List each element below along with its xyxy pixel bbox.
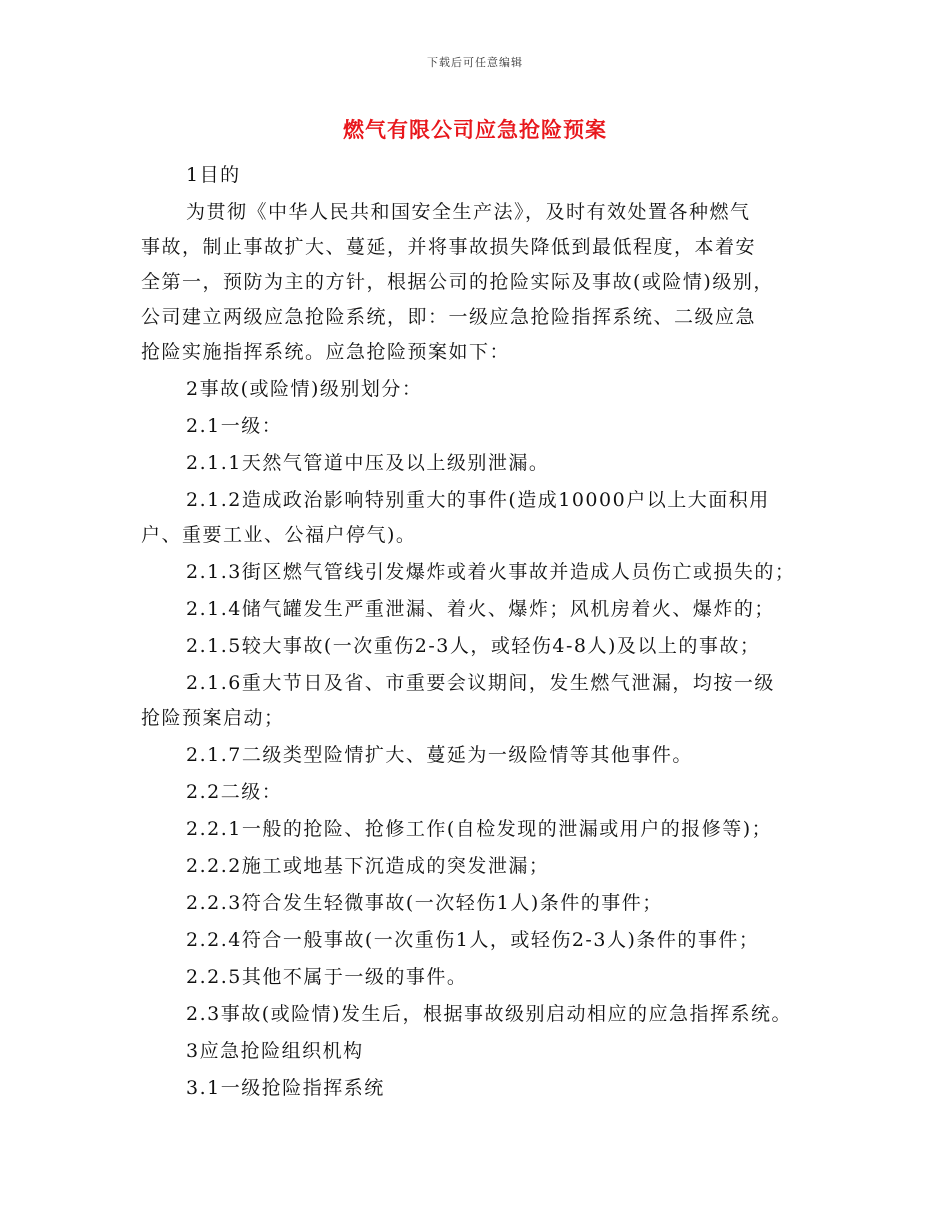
- paragraph: [141, 812, 841, 847]
- paragraph-line: 2.2.1一般的抢险、抢修工作(自检发现的泄漏或用户的报修等)；: [186, 818, 773, 840]
- paragraph-line: 事故，制止事故扩大、蔓延，并将事故损失降低到最低程度，本着安: [141, 236, 757, 258]
- paragraph: [141, 195, 841, 370]
- paragraph-line: 2.2.2施工或地基下沉造成的突发泄漏；: [186, 855, 550, 877]
- paragraph: [141, 158, 841, 193]
- paragraph-line: 2.2.4符合一般事故(一次重伤1人，或轻伤2-3人)条件的事件；: [186, 929, 760, 951]
- paragraph-line: 2.1.2造成政治影响特别重大的事件(造成10000户以上大面积用: [186, 489, 770, 511]
- paragraph-line: 2.1.4储气罐发生严重泄漏、着火、爆炸；风机房着火、爆炸的；: [186, 598, 775, 620]
- paragraph-line: 抢险实施指挥系统。应急抢险预案如下：: [141, 341, 511, 363]
- paragraph: [141, 886, 841, 921]
- paragraph: [141, 372, 841, 407]
- paragraph: [141, 1071, 841, 1106]
- paragraph-line: 2事故(或险情)级别划分：: [186, 378, 423, 400]
- paragraph: [141, 592, 841, 627]
- paragraph-line: 2.1.6重大节日及省、市重要会议期间，发生燃气泄漏，均按一级: [186, 672, 775, 694]
- paragraph-line: 2.1.1天然气管道中压及以上级别泄漏。: [186, 452, 550, 474]
- paragraph-line: 为贯彻《中华人民共和国安全生产法》，及时有效处置各种燃气: [186, 201, 751, 223]
- paragraph-line: 2.3事故(或险情)发生后，根据事故级别启动相应的应急指挥系统。: [186, 1003, 793, 1025]
- paragraph-line: 2.1.7二级类型险情扩大、蔓延为一级险情等其他事件。: [186, 744, 693, 766]
- paragraph-line: 2.1一级：: [186, 415, 283, 437]
- paragraph-line: 全第一，预防为主的方针，根据公司的抢险实际及事故(或险情)级别，: [141, 271, 774, 293]
- paragraph: [141, 629, 841, 664]
- paragraph: [141, 775, 841, 810]
- paragraph-line: 3.1一级抢险指挥系统: [186, 1077, 385, 1099]
- paragraph: [141, 409, 841, 444]
- paragraph-line: 1目的: [186, 164, 241, 186]
- paragraph-line: 2.2.5其他不属于一级的事件。: [186, 966, 468, 988]
- paragraph: [141, 446, 841, 481]
- paragraph-line: 2.2.3符合发生轻微事故(一次轻伤1人)条件的事件；: [186, 892, 663, 914]
- paragraph-line: 3应急抢险组织机构: [186, 1040, 364, 1062]
- paragraph: [141, 738, 841, 773]
- paragraph: [141, 1034, 841, 1069]
- paragraph-line: 2.2二级：: [186, 781, 283, 803]
- paragraph: [141, 483, 841, 553]
- paragraph-line: 2.1.5较大事故(一次重伤2-3人，或轻伤4-8人)及以上的事故；: [186, 635, 761, 657]
- document-body: [141, 158, 841, 1108]
- paragraph-line: 公司建立两级应急抢险系统，即：一级应急抢险指挥系统、二级应急: [141, 306, 757, 328]
- paragraph-line: 户、重要工业、公福户停气)。: [141, 524, 417, 546]
- paragraph-line: 2.1.3街区燃气管线引发爆炸或着火事故并造成人员伤亡或损失的；: [186, 561, 796, 583]
- paragraph: [141, 555, 841, 590]
- paragraph-line: 抢险预案启动；: [141, 707, 285, 729]
- paragraph: [141, 849, 841, 884]
- paragraph: [141, 997, 841, 1032]
- paragraph: [141, 923, 841, 958]
- paragraph: [141, 960, 841, 995]
- header-note: 下载后可任意编辑: [427, 56, 523, 69]
- paragraph: [141, 666, 841, 736]
- document-title: 燃气有限公司应急抢险预案: [343, 117, 607, 142]
